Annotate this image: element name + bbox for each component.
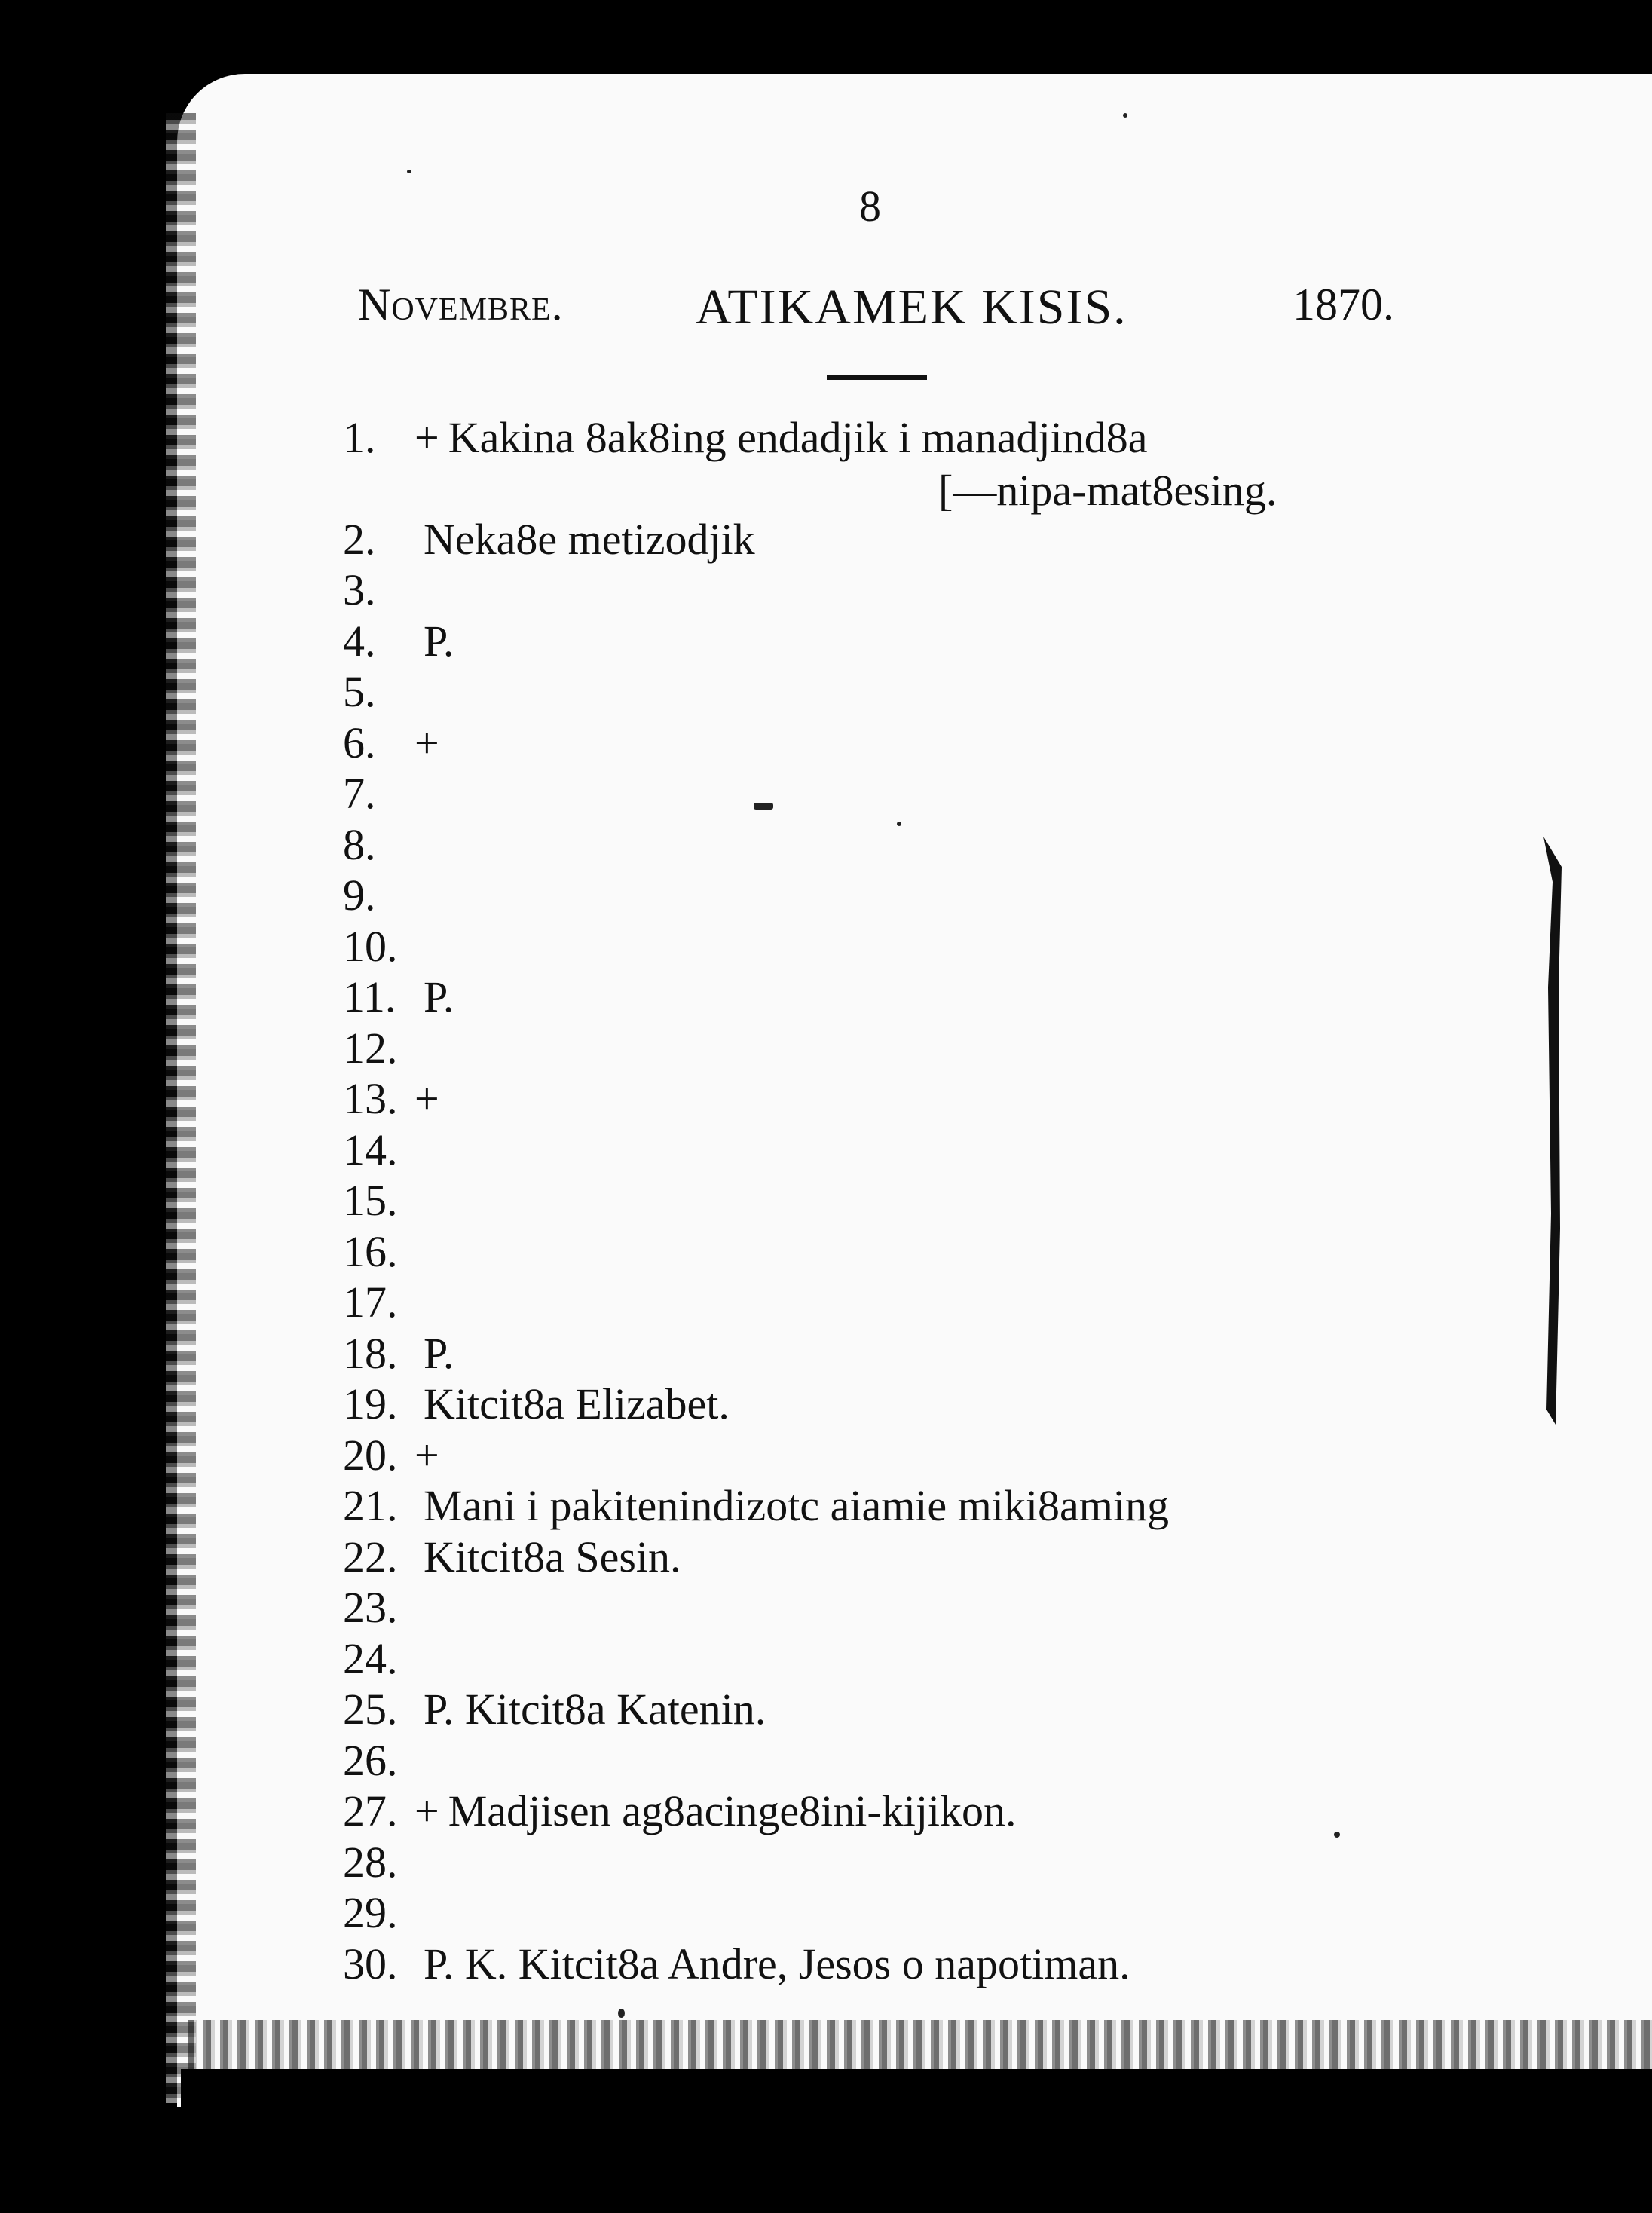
calendar-entry (343, 1227, 1398, 1277)
calendar-entry (343, 1685, 1398, 1734)
entry-number: 18. (343, 1329, 398, 1378)
ink-speck (1123, 113, 1127, 118)
calendar-entry (343, 769, 1398, 819)
entry-number: 8. (343, 820, 376, 869)
entry-text: P. (424, 617, 454, 666)
entry-text: P. (424, 1329, 454, 1378)
entry-text: Neka8e metizodjik (424, 515, 755, 564)
entry-number: 21. (343, 1481, 398, 1530)
entry-number: 5. (343, 667, 376, 716)
calendar-entry (343, 1583, 1398, 1633)
ink-speck (754, 803, 773, 810)
entry-number: 15. (343, 1176, 398, 1225)
ink-speck (897, 822, 901, 826)
running-head-title: ATIKAMEK KISIS. (696, 280, 1127, 335)
ink-speck (407, 170, 411, 173)
entry-number: 16. (343, 1227, 398, 1276)
calendar-entry (343, 820, 1398, 870)
entry-text: P. (424, 972, 454, 1021)
calendar-entry (343, 1278, 1398, 1327)
calendar-entry (343, 617, 1398, 666)
ink-speck (618, 2009, 625, 2018)
entry-number: 20. (343, 1431, 398, 1480)
entry-continuation: [—nipa-mat8esing. (938, 466, 1277, 515)
calendar-entry (343, 871, 1398, 920)
page-number: 8 (859, 182, 881, 231)
cross-mark: + (415, 1786, 439, 1835)
calendar-entry (343, 413, 1398, 463)
entry-number: 3. (343, 565, 376, 614)
entry-number: 23. (343, 1583, 398, 1632)
calendar-entry (343, 1329, 1398, 1379)
entry-number: 4. (343, 617, 376, 666)
calendar-entry (343, 922, 1398, 972)
ink-speck (1334, 1832, 1340, 1838)
running-head-month: Novembre. (358, 280, 564, 329)
calendar-entry (343, 1634, 1398, 1684)
entry-number: 9. (343, 871, 376, 920)
calendar-entry (343, 972, 1398, 1022)
entry-number: 28. (343, 1838, 398, 1887)
entry-text: Kakina 8ak8ing endadjik i manadjind8a (448, 413, 1148, 462)
calendar-entry (343, 667, 1398, 717)
cross-mark: + (415, 718, 439, 767)
entry-number: 10. (343, 922, 398, 971)
cross-mark: + (415, 1431, 439, 1480)
entry-number: 29. (343, 1888, 398, 1937)
calendar-entry (343, 718, 1398, 768)
entry-number: 26. (343, 1736, 398, 1785)
entry-text: Kitcit8a Sesin. (424, 1532, 681, 1581)
entry-number: 30. (343, 1939, 398, 1988)
calendar-entry (343, 515, 1398, 565)
entry-number: 1. (343, 413, 376, 462)
calendar-entry (343, 1532, 1398, 1582)
calendar-entry (343, 1024, 1398, 1073)
calendar-entry (343, 1939, 1398, 1989)
running-head-year: 1870. (1293, 280, 1394, 329)
cross-mark: + (415, 413, 439, 462)
calendar-entry (343, 1176, 1398, 1226)
calendar-entry (343, 1736, 1398, 1786)
entry-text: Kitcit8a Elizabet. (424, 1379, 730, 1428)
cross-mark: + (415, 1074, 439, 1123)
calendar-entry (343, 1481, 1398, 1531)
entry-number: 25. (343, 1685, 398, 1734)
entry-number: 24. (343, 1634, 398, 1683)
entry-text: P. Kitcit8a Katenin. (424, 1685, 766, 1734)
calendar-entry (343, 1838, 1398, 1887)
entry-text: Mani i pakitenindizotc aiamie miki8aming (424, 1481, 1169, 1530)
entry-text: P. K. Kitcit8a Andre, Jesos o napotiman. (424, 1939, 1130, 1988)
entry-number: 17. (343, 1278, 398, 1327)
calendar-entry (343, 1431, 1398, 1480)
entry-number: 27. (343, 1786, 398, 1835)
entry-number: 7. (343, 769, 376, 818)
calendar-entry (343, 1888, 1398, 1938)
entry-number: 13. (343, 1074, 398, 1123)
entry-number: 12. (343, 1024, 398, 1073)
entry-number: 22. (343, 1532, 398, 1581)
bookmark-ribbon (1537, 837, 1568, 1425)
entry-number: 14. (343, 1125, 398, 1174)
calendar-entry (343, 1125, 1398, 1175)
entry-number: 2. (343, 515, 376, 564)
calendar-entry (343, 565, 1398, 615)
entry-number: 11. (343, 972, 396, 1021)
calendar-entry (343, 1786, 1398, 1836)
calendar-entry (343, 1074, 1398, 1124)
entry-number: 19. (343, 1379, 398, 1428)
entry-number: 6. (343, 718, 376, 767)
calendar-entry (343, 1379, 1398, 1429)
entry-text: Madjisen ag8acinge8ini-kijikon. (448, 1786, 1017, 1835)
